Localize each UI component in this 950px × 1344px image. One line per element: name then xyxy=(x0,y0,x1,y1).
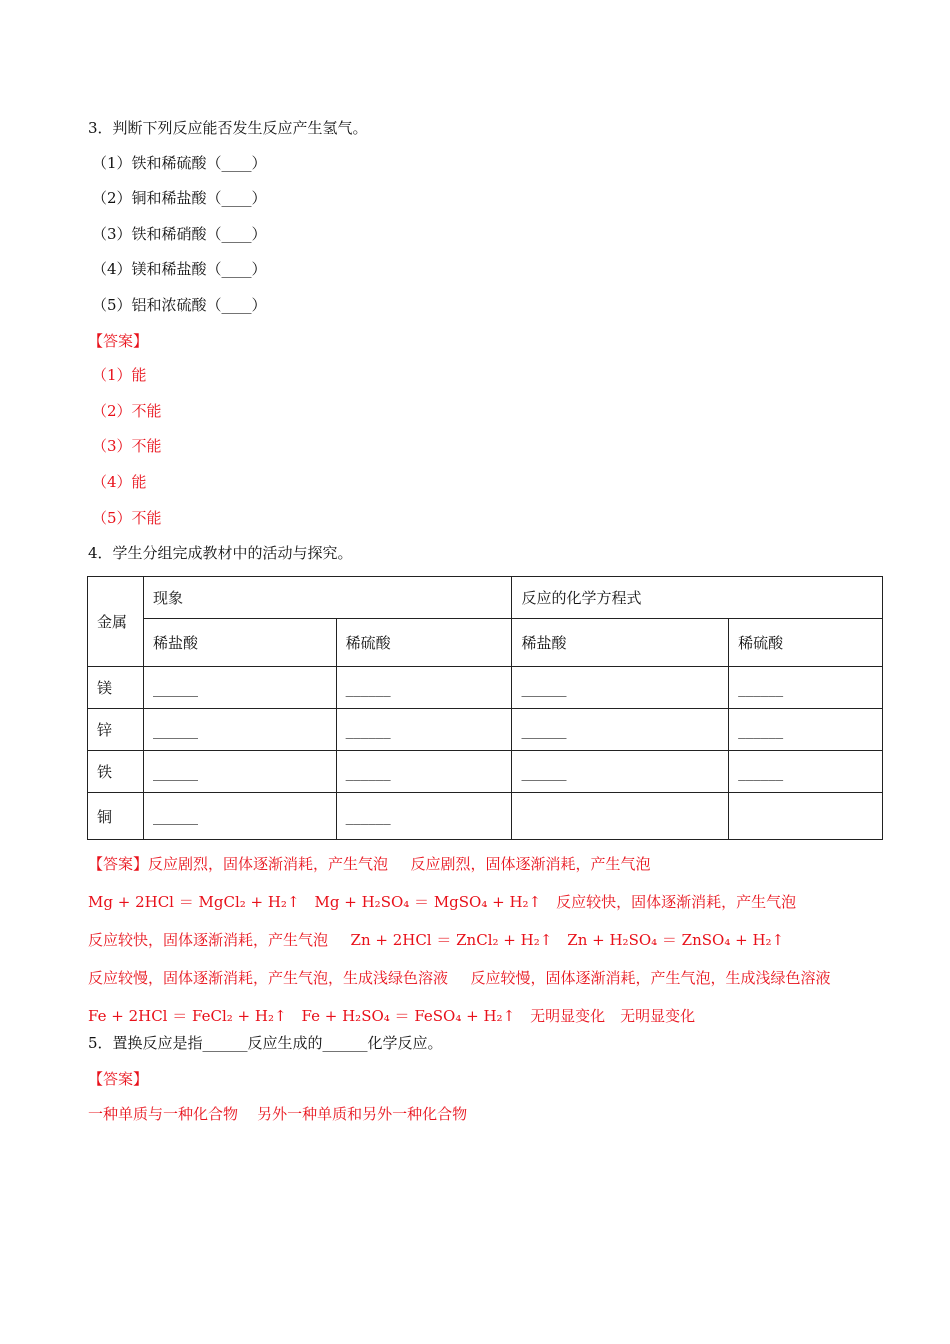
question-3-answer-2: （2）不能 xyxy=(92,402,162,420)
table-row xyxy=(88,751,883,793)
blank-cell: ______ xyxy=(729,751,883,793)
blank-cell: ______ xyxy=(143,793,336,840)
empty-cell xyxy=(512,793,729,840)
question-4-answer xyxy=(88,845,878,1035)
answer-segment: Zn + 2HCl ＝ ZnCl₂ + H₂↑ xyxy=(350,931,553,949)
blank-cell: ______ xyxy=(729,667,883,709)
question-3-answer-5: （5）不能 xyxy=(92,509,162,527)
sub-header-h2so4-phenomenon: 稀硫酸 xyxy=(336,619,512,667)
phenomenon-header: 现象 xyxy=(143,577,512,619)
question-3-item-3: （3）铁和稀硝酸（____） xyxy=(92,225,267,243)
sub-header-hcl-phenomenon: 稀盐酸 xyxy=(143,619,336,667)
blank-cell: ______ xyxy=(336,751,512,793)
table-row xyxy=(88,709,883,751)
answer-segment: 无明显变化 xyxy=(530,1007,606,1025)
answer-segment: Fe + 2HCl ＝ FeCl₂ + H₂↑ xyxy=(88,1007,287,1025)
question-4-title: 4．学生分组完成教材中的活动与探究。 xyxy=(88,544,353,562)
question-3-answer-1: （1）能 xyxy=(92,366,147,384)
answer-segment: Fe + H₂SO₄ ＝ FeSO₄ + H₂↑ xyxy=(301,1007,516,1025)
sub-header-hcl-equation: 稀盐酸 xyxy=(512,619,729,667)
metal-cell: 锌 xyxy=(88,709,144,751)
blank-cell: ______ xyxy=(336,793,512,840)
metal-cell: 镁 xyxy=(88,667,144,709)
equation-header: 反应的化学方程式 xyxy=(512,577,883,619)
question-3-item-2: （2）铜和稀盐酸（____） xyxy=(92,189,267,207)
blank-cell: ______ xyxy=(143,667,336,709)
answer-segment: Mg + 2HCl ＝ MgCl₂ + H₂↑ xyxy=(88,893,300,911)
question-3-item-1: （1）铁和稀硫酸（____） xyxy=(92,154,267,172)
blank-cell: ______ xyxy=(336,667,512,709)
blank-cell: ______ xyxy=(336,709,512,751)
blank-cell: ______ xyxy=(143,751,336,793)
table-row xyxy=(88,793,883,840)
question-5-answer-label: 【答案】 xyxy=(88,1070,149,1088)
answer-segment: Mg + H₂SO₄ ＝ MgSO₄ + H₂↑ xyxy=(314,893,542,911)
metal-header: 金属 xyxy=(88,577,144,667)
metal-cell: 铁 xyxy=(88,751,144,793)
question-3-item-5: （5）铝和浓硫酸（____） xyxy=(92,296,267,314)
question-4-answer-label: 【答案】 xyxy=(88,855,149,873)
empty-cell xyxy=(729,793,883,840)
answer-segment: 反应剧烈，固体逐渐消耗，产生气泡 xyxy=(148,855,389,873)
blank-cell: ______ xyxy=(512,751,729,793)
metal-cell: 铜 xyxy=(88,793,144,840)
answer-segment: 反应较快，固体逐渐消耗，产生气泡 xyxy=(556,893,797,911)
answer-segment: Zn + H₂SO₄ ＝ ZnSO₄ + H₂↑ xyxy=(567,931,785,949)
answer-segment: 反应剧烈，固体逐渐消耗，产生气泡 xyxy=(410,855,651,873)
table-row xyxy=(88,667,883,709)
answer-segment: 无明显变化 xyxy=(620,1007,696,1025)
question-5-answer: 一种单质与一种化合物 另外一种单质和另外一种化合物 xyxy=(88,1105,468,1123)
blank-cell: ______ xyxy=(729,709,883,751)
answer-segment: 反应较慢，固体逐渐消耗，产生气泡，生成浅绿色溶液 xyxy=(470,969,831,987)
question-5-title: 5．置换反应是指______反应生成的______化学反应。 xyxy=(88,1034,443,1052)
experiment-table xyxy=(87,576,883,840)
answer-segment: 反应较快，固体逐渐消耗，产生气泡 xyxy=(88,931,329,949)
question-3-item-4: （4）镁和稀盐酸（____） xyxy=(92,260,267,278)
blank-cell: ______ xyxy=(512,709,729,751)
question-3-title: 3．判断下列反应能否发生反应产生氢气。 xyxy=(88,119,368,137)
question-3-answer-3: （3）不能 xyxy=(92,437,162,455)
answer-segment: 反应较慢，固体逐渐消耗，产生气泡，生成浅绿色溶液 xyxy=(88,969,449,987)
blank-cell: ______ xyxy=(512,667,729,709)
blank-cell: ______ xyxy=(143,709,336,751)
question-3-answer-label: 【答案】 xyxy=(88,332,149,350)
question-3-answer-4: （4）能 xyxy=(92,473,147,491)
sub-header-h2so4-equation: 稀硫酸 xyxy=(729,619,883,667)
